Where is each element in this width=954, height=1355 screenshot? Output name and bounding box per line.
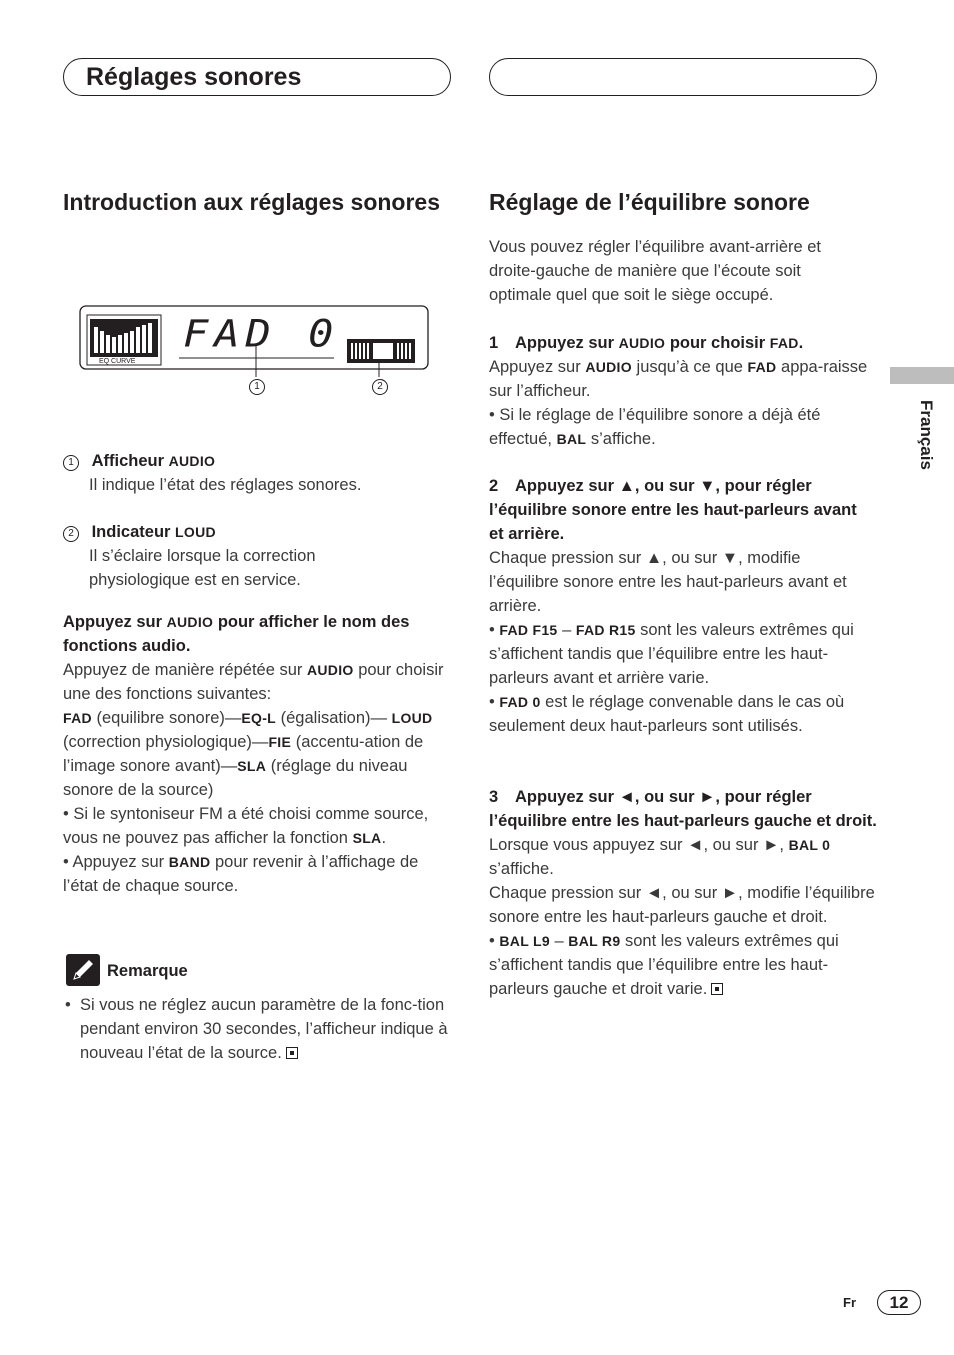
step-audio: Appuyez sur AUDIO pour afficher le nom des fonctions audio. bbox=[63, 613, 410, 655]
section-header-right bbox=[489, 58, 877, 96]
step-1: 1 Appuyez sur AUDIO pour choisir FAD. Appuyez sur AUDIO jusqu’à ce que FAD appa-raisse sur l’afficheur. • Si le réglage de l’équilibre sonore a déjà été effectué, BAL s’affiche. bbox=[489, 334, 868, 448]
page-number: 12 bbox=[877, 1290, 921, 1315]
step-audio-body: Appuyez de manière répétée sur AUDIO pour choisir une des fonctions suivantes: FAD (equilibre sonore)—EQ-L (égalisation)— LOUD (correction physiologique)—FIE (accentu-ation de l’image sonore avant)—SLA (réglage du niveau sonore de la source) • Si le syntoniseur FM a été choisi comme source, vous ne pouvez pas afficher la fonction SLA. • Appuyez sur BAND pour revenir à l’affichage de l’état de chaque source. bbox=[63, 661, 444, 895]
legend-item-2: 2 Indicateur LOUD Il s’éclaire lorsque la correction physiologique est en service. bbox=[63, 520, 453, 592]
note-text: • Si vous ne réglez aucun paramètre de la fonc-tion pendant environ 30 secondes, l’afficheur indique à nouveau l’état de la source. bbox=[65, 996, 448, 1062]
callout-1: 1 bbox=[249, 379, 265, 395]
right-heading: Réglage de l’équilibre sonore bbox=[489, 189, 810, 215]
note-title: Remarque bbox=[107, 962, 188, 980]
note-icon bbox=[66, 954, 100, 986]
language-label: Français bbox=[917, 400, 936, 470]
eq-curve-label: EQ CURVE bbox=[99, 358, 136, 365]
callout-2: 2 bbox=[372, 379, 388, 395]
segment-display-text: FAD 0 bbox=[183, 312, 340, 356]
end-mark-icon bbox=[711, 983, 723, 995]
section-header-left bbox=[63, 58, 451, 96]
legend-item-1: 1 Afficheur AUDIO Il indique l’état des réglages sonores. bbox=[63, 449, 453, 497]
step-2: 2 Appuyez sur ▲, ou sur ▼, pour régler l’équilibre sonore entre les haut-parleurs avant et arrière. Chaque pression sur ▲, ou sur ▼, modifie l’équilibre sonore entre les haut-parleurs avant et arrière. • FAD F15 – FAD R15 sont les valeurs extrêmes qui s’affichent tandis que l’équilibre entre les haut-parleurs avant et arrière varie. • FAD 0 est le réglage convenable dans le cas où seulement deux haut-parleurs sont utilisés. bbox=[489, 477, 857, 735]
display-illustration bbox=[79, 305, 429, 400]
language-tab bbox=[890, 367, 954, 384]
left-heading: Introduction aux réglages sonores bbox=[63, 189, 441, 215]
end-mark-icon bbox=[286, 1047, 298, 1059]
footer-lang: Fr bbox=[843, 1295, 856, 1310]
page-title: Réglages sonores bbox=[86, 63, 302, 91]
step-3: 3 Appuyez sur ◄, ou sur ►, pour régler l’équilibre entre les haut-parleurs gauche et droit. Lorsque vous appuyez sur ◄, ou sur ►, BAL 0 s’affiche. Chaque pression sur ◄, ou sur ►, modifie l’équilibre sonore entre les haut-parleurs gauche et droit. • BAL L9 – BAL R9 sont les valeurs extrêmes qui s’affichent tandis que l’équilibre entre les haut-parleurs gauche et droit varie. bbox=[489, 788, 877, 998]
right-intro: Vous pouvez régler l’équilibre avant-arrière et droite-gauche de manière que l’écoute soit optimale quel que soit le siège occupé. bbox=[489, 238, 822, 304]
